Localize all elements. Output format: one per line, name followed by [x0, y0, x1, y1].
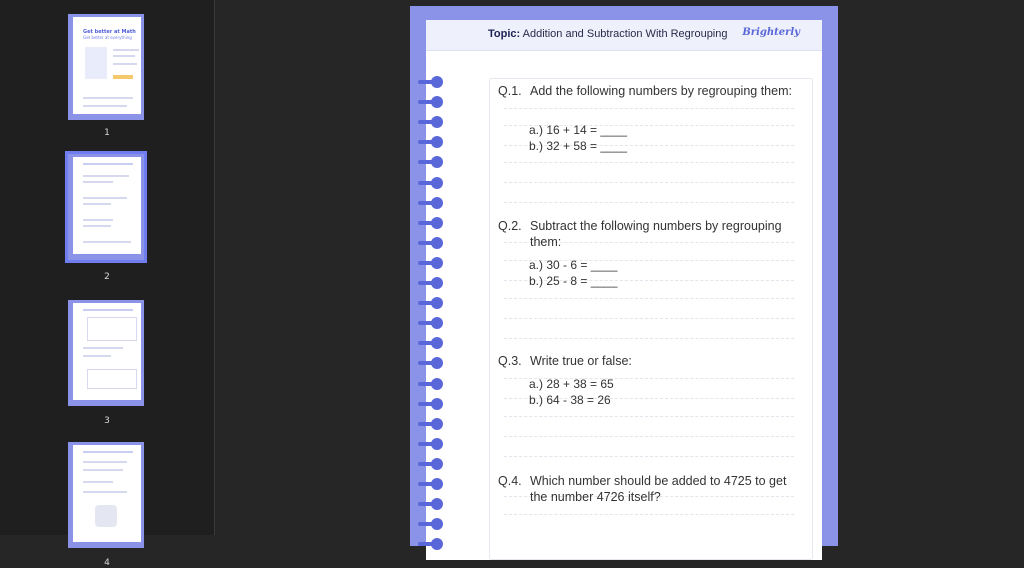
worksheet-topic	[488, 28, 728, 40]
thumbnail-page-preview	[73, 157, 141, 254]
notebook-ring	[418, 116, 444, 128]
notebook-ring	[418, 518, 444, 530]
notebook-ring	[418, 237, 444, 249]
notebook-ring	[418, 317, 444, 329]
page-thumbnail-3[interactable]	[68, 300, 144, 406]
thumbnail-table	[87, 369, 137, 389]
thumbnail-subtitle: Get better at everything	[83, 35, 132, 40]
notebook-ring	[418, 136, 444, 148]
thumbnail-number-2: 2	[104, 272, 110, 282]
thumbnail-number-4: 4	[104, 558, 110, 568]
thumbnail-number-3: 3	[104, 416, 110, 426]
thumbnail-title: Get better at Math	[83, 29, 136, 35]
notebook-ring	[418, 177, 444, 189]
page-thumbnail-4[interactable]	[68, 442, 144, 548]
question-number: Q.1.	[498, 84, 522, 98]
question-text: Add the following numbers by regrouping them:	[530, 84, 792, 98]
brighterly-logo: Brighterly	[742, 27, 800, 38]
topic-label: Topic:	[488, 28, 521, 40]
question-number: Q.2.	[498, 219, 522, 233]
notebook-ring	[418, 76, 444, 88]
notebook-ring	[418, 297, 444, 309]
topic-text: Addition and Subtraction With Regrouping	[522, 28, 728, 40]
notebook-ring	[418, 498, 444, 510]
question-1-part-a: a.) 16 + 14 = ____	[529, 123, 628, 137]
question-2-part-a: a.) 30 - 6 = ____	[529, 258, 618, 272]
thumbnail-page-preview	[73, 445, 141, 542]
notebook-ring	[418, 458, 444, 470]
question-3-part-b: b.) 64 - 38 = 26	[529, 393, 611, 407]
notebook-ring	[418, 357, 444, 369]
thumbnail-illustration	[85, 47, 107, 79]
worksheet-page	[410, 6, 838, 546]
notebook-ring	[418, 257, 444, 269]
notebook-ring	[418, 156, 444, 168]
document-viewer[interactable]	[215, 0, 1024, 535]
notebook-ring	[418, 197, 444, 209]
page-thumbnail-1[interactable]	[68, 14, 144, 120]
notebook-ring	[418, 398, 444, 410]
notebook-ring	[418, 438, 444, 450]
thumbnail-table	[87, 317, 137, 341]
notebook-ring	[418, 418, 444, 430]
question-3-part-a: a.) 28 + 38 = 65	[529, 377, 614, 391]
question-number: Q.4.	[498, 474, 522, 488]
thumbnail-number-1: 1	[104, 128, 110, 138]
page-thumbnail-2[interactable]	[68, 154, 144, 260]
thumbnail-image	[95, 505, 117, 527]
question-text: Write true or false:	[530, 354, 632, 368]
worksheet-content	[426, 20, 822, 560]
notebook-ring	[418, 277, 444, 289]
question-number: Q.3.	[498, 354, 522, 368]
question-text: Subtract the following numbers by regrouping them:	[530, 219, 782, 249]
notebook-ring	[418, 337, 444, 349]
notebook-ring	[418, 478, 444, 490]
page-thumbnail-sidebar[interactable]	[0, 0, 215, 568]
notebook-ring	[418, 378, 444, 390]
question-text: Which number should be added to 4725 to get the number 4726 itself?	[530, 474, 787, 504]
notebook-ring	[418, 96, 444, 108]
thumbnail-page-preview	[73, 17, 141, 114]
thumbnail-page-preview	[73, 303, 141, 400]
question-1-part-b: b.) 32 + 58 = ____	[529, 139, 628, 153]
worksheet-header	[426, 20, 822, 51]
notebook-ring	[418, 217, 444, 229]
notebook-ring	[418, 538, 444, 550]
question-2-part-b: b.) 25 - 8 = ____	[529, 274, 618, 288]
